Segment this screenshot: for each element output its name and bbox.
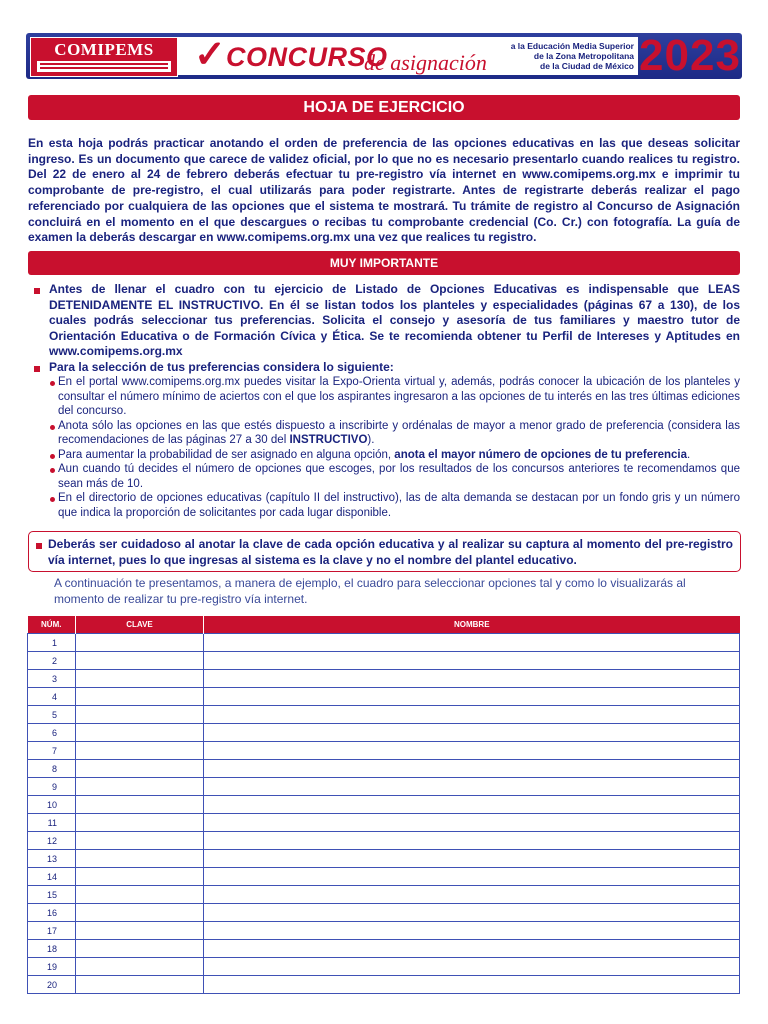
banner-subtitle-line: de la Zona Metropolitana <box>533 51 634 61</box>
table-row <box>28 796 740 814</box>
sub-list-item-text: Para aumentar la probabilidad de ser asignado en alguna opción, <box>58 448 395 461</box>
row-number: 5 <box>28 706 76 724</box>
square-bullet-icon <box>34 288 40 294</box>
table-row <box>28 742 740 760</box>
row-number: 13 <box>28 850 76 868</box>
sub-list-item-text: ). <box>367 434 375 446</box>
table-row <box>28 634 740 652</box>
list-item-text: Para la selección de tus preferencias considera lo siguiente: <box>49 359 394 374</box>
nombre-cell[interactable] <box>204 814 740 832</box>
table-header-row <box>28 616 740 634</box>
instructivo-emphasis: INSTRUCTIVO <box>289 434 368 446</box>
intro-paragraph: En esta hoja podrás practicar anotando el orden de preferencia de las opciones educativas en las que deseas solicitar ingreso. Es un documento que carece de validez oficial, por lo que no es necesario presentarlo cuando realices tu registro. Del 22 de enero al 24 de febrero deberás efectuar tu pre-registro vía internet en www.comipems.org.mx e imprimir tu comprobante de pre-registro, el cual utilizarás para poder registrarte. Antes de registrarte deberás realizar el pago referenciado por cualquiera de las opciones que el sistema te mostrará. Tu trámite de registro al Concurso de Asignación concluirá en el momento en el que descargues o recibas tu comprobante credencial (Co. Cr.) con fotografía. La guía de examen la deberás descargar en www.comipems.org.mx una vez que realices tu registro. <box>28 136 740 245</box>
nombre-cell[interactable] <box>204 886 740 904</box>
nombre-cell[interactable] <box>204 922 740 940</box>
dot-bullet-icon <box>50 468 55 473</box>
banner-subtitle <box>496 41 634 71</box>
table-row <box>28 940 740 958</box>
dot-bullet-icon <box>50 425 55 430</box>
row-number: 15 <box>28 886 76 904</box>
nombre-cell[interactable] <box>204 742 740 760</box>
page-title: HOJA DE EJERCICIO <box>28 95 740 120</box>
warning-note-text: Deberás ser cuidadoso al anotar la clave de cada opción educativa y al realizar su captura al momento del pre-registro vía internet, pues lo que ingresas al sistema es la clave y no el nombre del plantel educativo. <box>48 537 733 567</box>
sub-list-item-text: Aun cuando tú decides el número de opciones que escoges, por los resultados de los concursos anteriores te recomendamos que sean más de 10. <box>58 463 740 490</box>
important-list <box>34 282 740 520</box>
table-row <box>28 832 740 850</box>
sub-list-item-text: En el directorio de opciones educativas (capítulo II del instructivo), las de alta demanda se destacan por un fondo gris y un número que indica la proporción de solicitantes por cada lugar disponible. <box>58 492 740 519</box>
row-number: 1 <box>28 634 76 652</box>
nombre-cell[interactable] <box>204 760 740 778</box>
table-row <box>28 958 740 976</box>
dot-bullet-icon <box>50 497 55 502</box>
clave-cell[interactable] <box>76 796 204 814</box>
clave-cell[interactable] <box>76 742 204 760</box>
logo-subtext-graphic <box>37 61 171 72</box>
row-number: 11 <box>28 814 76 832</box>
clave-cell[interactable] <box>76 778 204 796</box>
nombre-cell[interactable] <box>204 688 740 706</box>
clave-cell[interactable] <box>76 958 204 976</box>
important-heading: MUY IMPORTANTE <box>28 251 740 275</box>
checkmark-icon: ✓ <box>194 34 226 76</box>
row-number: 3 <box>28 670 76 688</box>
sub-list-item-text: Anota sólo las opciones en las que estés dispuesto a inscribirte y ordénalas de mayor a menor grado de preferencia (considera las recomendaciones de las páginas 27 a 30 del <box>58 419 740 446</box>
clave-cell[interactable] <box>76 868 204 886</box>
table-intro-text: A continuación te presentamos, a manera de ejemplo, el cuadro para seleccionar opciones tal y como lo visualizarás al momento de realizar tu pre-registro vía internet. <box>54 576 686 606</box>
clave-cell[interactable] <box>76 886 204 904</box>
logo-text: COMIPEMS <box>54 40 154 59</box>
table-row <box>28 868 740 886</box>
banner-year: 2023 <box>639 33 741 79</box>
list-item <box>34 360 740 376</box>
clave-cell[interactable] <box>76 670 204 688</box>
row-number: 18 <box>28 940 76 958</box>
row-number: 2 <box>28 652 76 670</box>
table-row <box>28 904 740 922</box>
banner-subtitle-line: a la Educación Media Superior <box>510 41 634 51</box>
sub-list-item <box>34 375 740 419</box>
nombre-cell[interactable] <box>204 778 740 796</box>
nombre-cell[interactable] <box>204 706 740 724</box>
row-number: 20 <box>28 976 76 994</box>
nombre-cell[interactable] <box>204 724 740 742</box>
row-number: 7 <box>28 742 76 760</box>
table-row <box>28 850 740 868</box>
table-row <box>28 652 740 670</box>
clave-cell[interactable] <box>76 940 204 958</box>
dot-bullet-icon <box>50 381 55 386</box>
nombre-cell[interactable] <box>204 904 740 922</box>
dot-bullet-icon <box>50 454 55 459</box>
emphasis-text: anota el mayor número de opciones de tu preferencia <box>394 448 687 461</box>
clave-cell[interactable] <box>76 814 204 832</box>
table-row <box>28 688 740 706</box>
square-bullet-icon <box>36 543 42 549</box>
square-bullet-icon <box>34 366 40 372</box>
clave-cell[interactable] <box>76 976 204 994</box>
nombre-cell[interactable] <box>204 958 740 976</box>
clave-cell[interactable] <box>76 634 204 652</box>
row-number: 4 <box>28 688 76 706</box>
options-table <box>27 616 740 994</box>
row-number: 8 <box>28 760 76 778</box>
list-item <box>34 282 740 360</box>
nombre-cell[interactable] <box>204 850 740 868</box>
clave-cell[interactable] <box>76 706 204 724</box>
banner-subtitle-line: de la Ciudad de México <box>540 61 634 71</box>
row-number: 6 <box>28 724 76 742</box>
table-row <box>28 760 740 778</box>
clave-cell[interactable] <box>76 832 204 850</box>
table-row <box>28 670 740 688</box>
clave-cell[interactable] <box>76 904 204 922</box>
row-number: 16 <box>28 904 76 922</box>
table-row <box>28 778 740 796</box>
clave-cell[interactable] <box>76 850 204 868</box>
sub-list-item <box>34 419 740 448</box>
clave-cell[interactable] <box>76 652 204 670</box>
row-number: 17 <box>28 922 76 940</box>
column-header-num: NÚM. <box>28 616 76 634</box>
nombre-cell[interactable] <box>204 796 740 814</box>
row-number: 19 <box>28 958 76 976</box>
list-item-text: Antes de llenar el cuadro con tu ejercicio de Listado de Opciones Educativas es indispensable que LEAS DETENIDAMENTE EL INSTRUCTIVO. En él se listan todos los planteles y especialidades (páginas 67 a 130), de los cuales podrás seleccionar tus preferencias. Solicita el consejo y asesoría de tus familiares y maestro tutor de Orientación Educativa o de Formación Cívica y Ética. Se te recomienda obtener tu Perfil de Intereses y Aptitudes en www.comipems.org.mx <box>49 282 740 358</box>
sub-list-item-text: En el portal www.comipems.org.mx puedes visitar la Expo-Orienta virtual y, además, podrás conocer la ubicación de los planteles y consultar el número mínimo de aciertos con el que los aspirantes ingresaron a las opciones de tu interés en las tres últimas ediciones del concurso. <box>58 376 740 417</box>
sub-list-item-text: . <box>687 448 691 461</box>
nombre-cell[interactable] <box>204 652 740 670</box>
table-row <box>28 814 740 832</box>
nombre-cell[interactable] <box>204 670 740 688</box>
column-header-nombre: NOMBRE <box>204 616 740 634</box>
warning-note <box>28 531 741 572</box>
row-number: 10 <box>28 796 76 814</box>
header-banner <box>26 33 742 79</box>
table-row <box>28 922 740 940</box>
row-number: 12 <box>28 832 76 850</box>
nombre-cell[interactable] <box>204 832 740 850</box>
row-number: 14 <box>28 868 76 886</box>
nombre-cell[interactable] <box>204 940 740 958</box>
nombre-cell[interactable] <box>204 868 740 886</box>
row-number: 9 <box>28 778 76 796</box>
sub-list-item <box>34 448 740 463</box>
clave-cell[interactable] <box>76 760 204 778</box>
sub-list-item <box>34 462 740 491</box>
table-row <box>28 724 740 742</box>
column-header-clave: CLAVE <box>76 616 204 634</box>
banner-asignacion: de asignación <box>364 50 487 75</box>
table-row <box>28 706 740 724</box>
banner-concurso: CONCURSO <box>226 42 388 72</box>
sub-list-item <box>34 491 740 520</box>
nombre-cell[interactable] <box>204 634 740 652</box>
clave-cell[interactable] <box>76 688 204 706</box>
nombre-cell[interactable] <box>204 976 740 994</box>
comipems-logo <box>30 37 178 77</box>
clave-cell[interactable] <box>76 724 204 742</box>
clave-cell[interactable] <box>76 922 204 940</box>
table-row <box>28 886 740 904</box>
table-row <box>28 976 740 994</box>
